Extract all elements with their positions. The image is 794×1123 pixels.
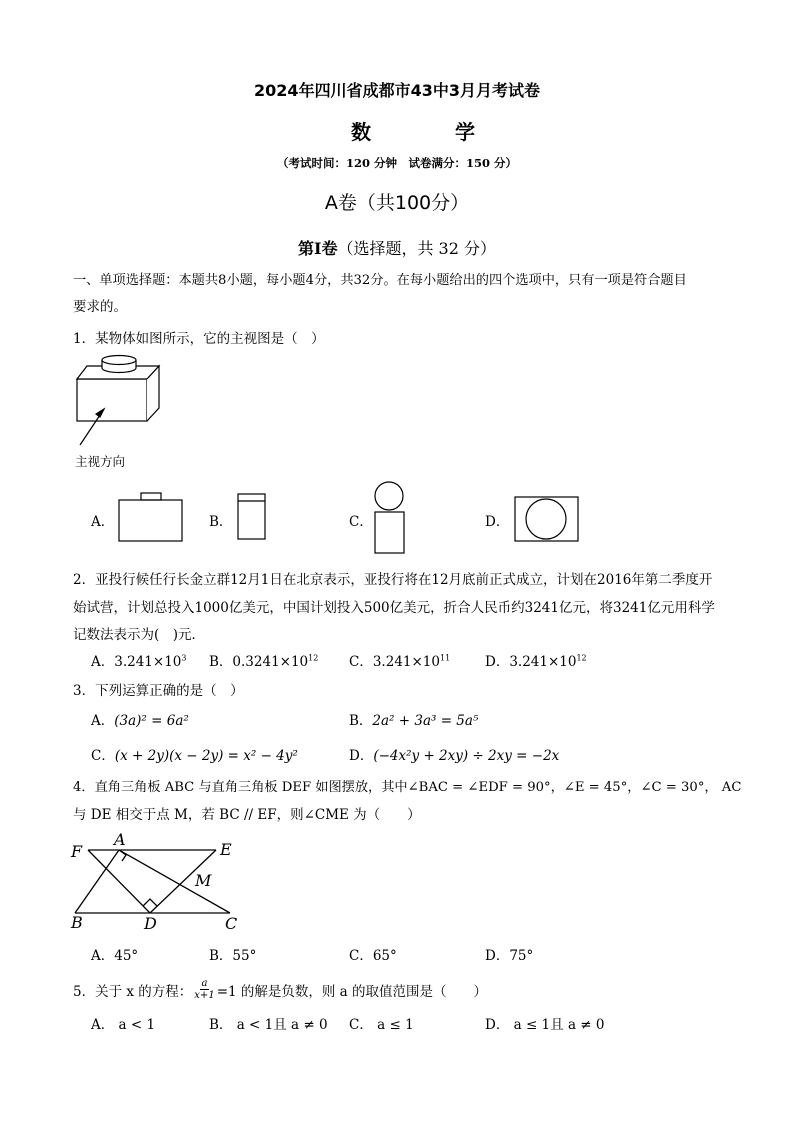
q5-fraction-denominator: x+1: [194, 990, 215, 1001]
q1-option-d[interactable]: D．: [485, 514, 510, 530]
exam-time-info: （考试时间：120 分钟 试卷满分：150 分）: [276, 156, 517, 170]
q3-option-d[interactable]: D．(−4x²y + 2xy) ÷ 2xy = −2x: [349, 748, 560, 764]
q5-option-b[interactable]: B． a < 1且 a ≠ 0: [209, 1017, 328, 1033]
q5-fraction-numerator: a: [201, 978, 208, 989]
q4-label-e: E: [220, 840, 232, 859]
q4-option-d[interactable]: D．75°: [485, 948, 534, 964]
exam-title: 2024年四川省成都市43中3月月考试卷: [254, 81, 540, 100]
q1-option-c[interactable]: C．: [349, 514, 373, 530]
q3-option-b[interactable]: B．2a² + 3a³ = 5a⁵: [349, 713, 479, 729]
section-instruction-line2: 要求的。: [73, 299, 127, 315]
q2-option-d[interactable]: D．$3.241\times 10^{12}$: [485, 653, 587, 670]
q2-option-a[interactable]: A．$3.241\times 10^3$: [91, 653, 187, 670]
part-title-rest: （选择题，共 32 分）: [337, 239, 497, 258]
q2-option-b[interactable]: B．$0.3241\times 10^{12}$: [209, 653, 319, 670]
q1-option-b[interactable]: B．: [209, 514, 233, 530]
q5-stem-prefix: 5．关于 x 的方程：: [73, 983, 193, 1000]
q3-option-c[interactable]: C．(x + 2y)(x − 2y) = x² − 4y²: [91, 748, 298, 764]
q4-label-b: B: [71, 913, 83, 932]
q5-stem-suffix: =1 的解是负数，则 a 的取值范围是（ ）: [216, 983, 488, 1000]
q5-stem: [73, 978, 487, 1001]
subject-title: 数 学: [351, 120, 507, 144]
q1-stem: 1．某物体如图所示，它的主视图是（ ）: [73, 331, 325, 347]
q4-label-m: M: [195, 871, 212, 890]
volume-title: A卷（共100分）: [324, 192, 470, 214]
q2-stem-line1: 2．亚投行候任行长金立群12月1日在北京表示，亚投行将在12月底前正式成立，计划在2016年第二季度开: [73, 572, 713, 588]
part-title-bold: 第Ⅰ卷: [297, 239, 338, 258]
q3-option-a[interactable]: A．(3a)² = 6a²: [91, 713, 189, 729]
q2-stem-line3: 记数法表示为( )元．: [73, 627, 206, 643]
q4-label-d: D: [144, 914, 157, 933]
q4-label-c: C: [225, 914, 238, 933]
q4-label-f: F: [71, 842, 83, 861]
q5-option-d[interactable]: D． a ≤ 1且 a ≠ 0: [485, 1017, 605, 1033]
q3-stem: 3．下列运算正确的是（ ）: [73, 683, 244, 699]
q2-option-c[interactable]: C．$3.241\times 10^{11}$: [349, 653, 451, 670]
q4-stem-line2: 与 DE 相交于点 M，若 BC // EF，则∠CME 为（ ）: [73, 807, 421, 823]
q4-stem-line1: 4．直角三角板 ABC 与直角三角板 DEF 如图摆放，其中∠BAC = ∠EDF = 90°，∠E = 45°，∠C = 30°， AC: [73, 780, 742, 795]
q1-view-direction-label: 主视方向: [75, 454, 126, 469]
q4-option-b[interactable]: B．55°: [209, 948, 257, 964]
q5-option-a[interactable]: A． a < 1: [91, 1017, 156, 1033]
q5-fraction: [194, 978, 214, 1001]
q2-stem-line2: 始试营，计划总投入1000亿美元，中国计划投入500亿美元，折合人民币约3241亿元，将3241亿元用科学: [73, 600, 715, 616]
q5-option-c[interactable]: C． a ≤ 1: [349, 1017, 414, 1033]
section-instruction-line1: 一、单项选择题：本题共8小题，每小题4分，共32分。在每小题给出的四个选项中，只有一项是符合题目: [73, 273, 687, 288]
q1-option-a[interactable]: A．: [91, 514, 115, 530]
q4-option-a[interactable]: A．45°: [91, 948, 139, 964]
q4-label-a: A: [114, 830, 126, 849]
q4-option-c[interactable]: C．65°: [349, 948, 397, 964]
